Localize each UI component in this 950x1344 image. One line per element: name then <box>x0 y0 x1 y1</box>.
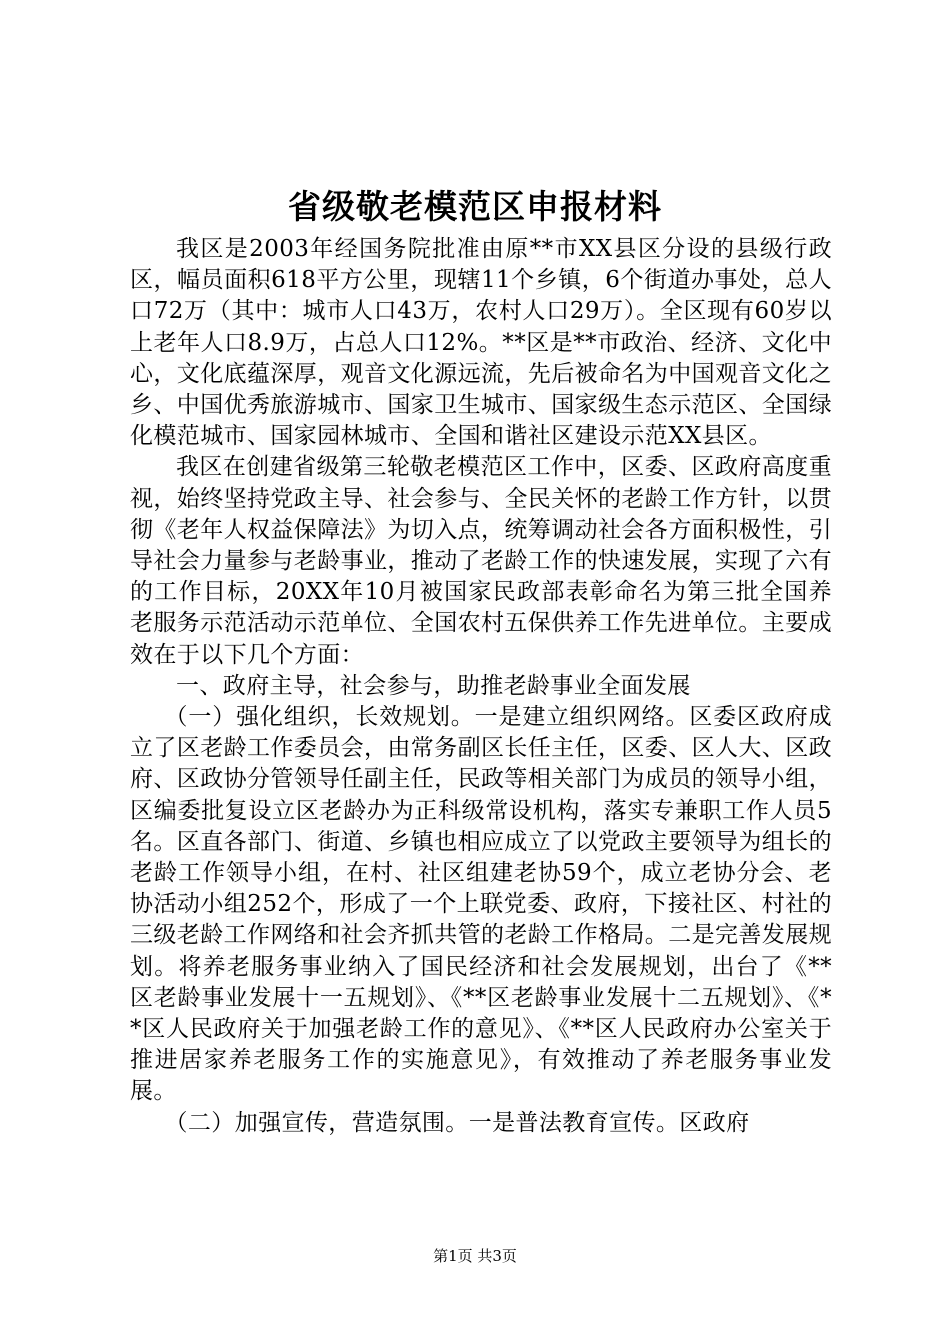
document-title: 省级敬老模范区申报材料 <box>288 187 662 226</box>
paragraph-intro: 我区是2003年经国务院批准由原**市XX县区分设的县级行政区，幅员面积618平方公里，现辖11个乡镇，6个街道办事处，总人口72万（其中：城市人口43万，农村人口29万）。全区现有60岁以上老年人口8.9万，占总人口12%。**区是**市政治、经济、文化中心，文化底蕴深厚，观音文化源远流，先后被命名为中国观音文化之乡、中国优秀旅游城市、国家卫生城市、国家级生态示范区、全国绿化模范城市、国家园林城市、全国和谐社区建设示范XX县区。 <box>130 236 832 450</box>
paragraph-subsection-2: （二）加强宣传，营造氛围。一是普法教育宣传。区政府 <box>164 1109 750 1136</box>
paragraph-overview: 我区在创建省级第三轮敬老模范区工作中，区委、区政府高度重视，始终坚持党政主导、社会参与、全民关怀的老龄工作方针，以贯彻《老年人权益保障法》为切入点，统筹调动社会各方面积极性，引导社会力量参与老龄事业，推动了老龄工作的快速发展，实现了六有的工作目标，20XX年10月被国家民政部表彰命名为第三批全国养老服务示范活动示范单位、全国农村五保供养工作先进单位。主要成效在于以下几个方面： <box>130 454 832 668</box>
paragraph-subsection-1: （一）强化组织，长效规划。一是建立组织网络。区委区政府成立了区老龄工作委员会，由常务副区长任主任，区委、区人大、区政府、区政协分管领导任副主任，民政等相关部门为成员的领导小组，区编委批复设立区老龄办为正科级常设机构，落实专兼职工作人员5名。区直各部门、街道、乡镇也相应成立了以党政主要领导为组长的老龄工作领导小组，在村、社区组建老协59个，成立老协分会、老协活动小组252个，形成了一个上联党委、政府，下接社区、村社的三级老龄工作网络和社会齐抓共管的老龄工作格局。二是完善发展规划。将养老服务事业纳入了国民经济和社会发展规划，出台了《**区老龄事业发展十一五规划》、《**区老龄事业发展十二五规划》、《**区人民政府关于加强老龄工作的意见》、《**区人民政府办公室关于推进居家养老服务工作的实施意见》，有效推动了养老服务事业发展。 <box>130 704 832 1105</box>
section-heading-1: 一、政府主导，社会参与，助推老龄事业全面发展 <box>176 672 691 699</box>
document-body <box>130 234 832 1139</box>
page-footer: 第1页 共3页 <box>433 1247 517 1265</box>
